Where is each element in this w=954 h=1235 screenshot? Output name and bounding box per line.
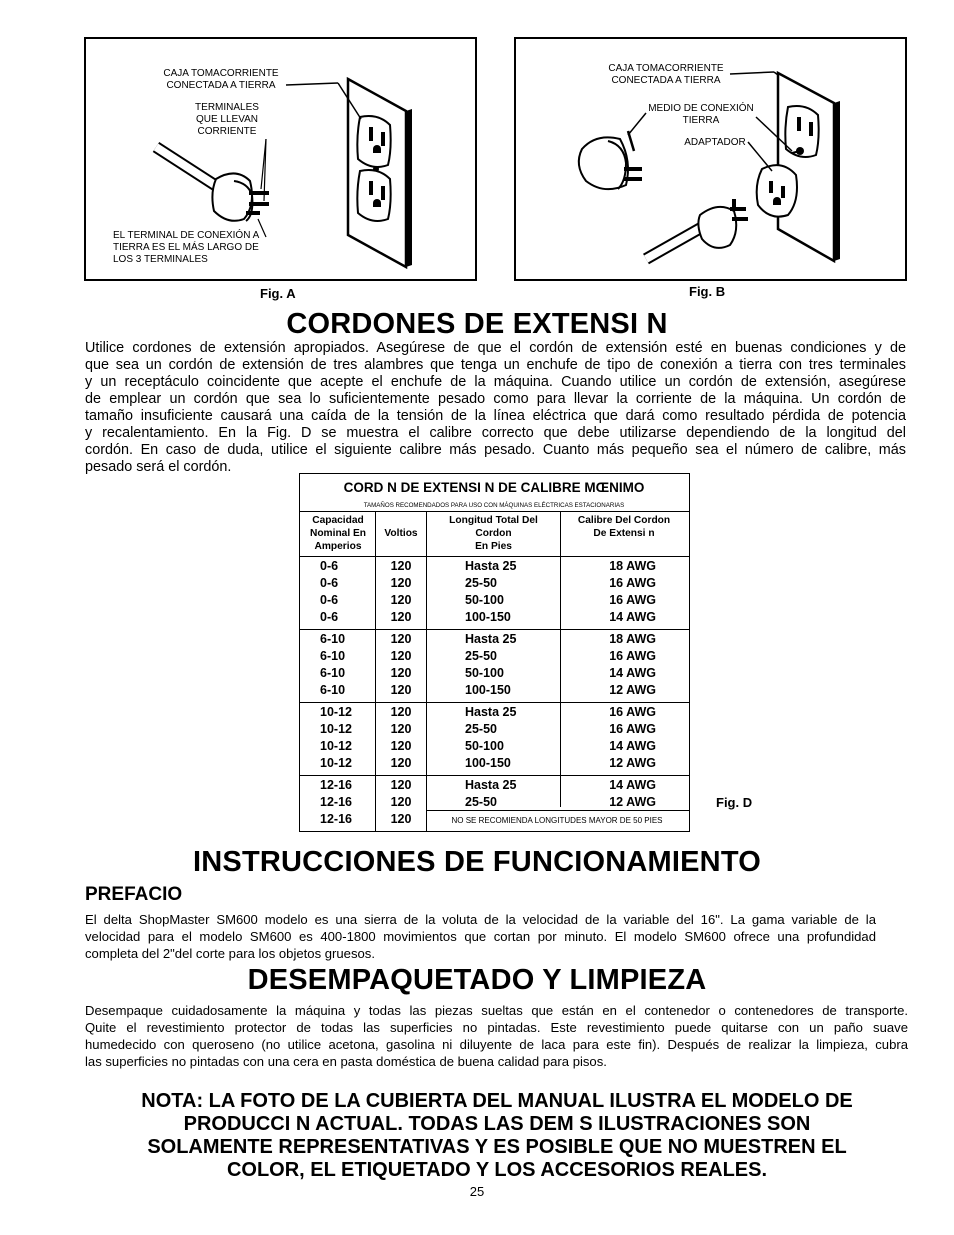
table-cell-length: Hasta 25 (465, 705, 517, 719)
table-cell-length: Hasta 25 (465, 632, 517, 646)
figure-b (514, 37, 907, 281)
table-cell-amps: 6-10 (320, 649, 346, 663)
fig-a-ground-label: EL TERMINAL DE CONEXIÓN A TIERRA ES EL MÁS LARGO DE LOS 3 TERMINALES (113, 230, 260, 265)
fig-b-box-label: CAJA TOMACORRIENTE CONECTADA A TIERRA (608, 63, 724, 86)
header-gauge: Calibre Del Cordon De Extensi n (577, 515, 671, 539)
header-amps: Capacidad Nominal En Amperios (309, 515, 367, 552)
table-cell-length: Hasta 25 (465, 778, 517, 792)
table-subtitle: TAMAÑOS RECOMENDADOS PARA USO CON MÁQUINAS ELÉCTRICAS ESTACIONARIAS (363, 502, 625, 509)
subsection-title-preface: PREFACIO (85, 884, 183, 905)
header-length: Longitud Total Del Cordon En Pies (449, 515, 538, 552)
table-cell-amps: 0-6 (320, 559, 339, 573)
paragraph-line: y recalentamiento. En la Fig. D se muestra el calibre correcto que debe utilizarse dependiendo de la longitud del (85, 425, 906, 441)
table-cell-volts: 120 (390, 705, 412, 719)
table-cell-volts: 120 (390, 756, 412, 770)
paragraph-line: y un receptáculo coincidente que acepte el enchufe de la máquina. Cuando utilice un cordón de extensión, asegúrese (85, 374, 906, 390)
preface-paragraph (85, 911, 876, 962)
table-cell-length: 100-150 (465, 756, 511, 770)
paragraph-line: de emplear un cordón que sea lo suficientemente pesado como para llevar la corriente de la máquina. Un cordón de (85, 391, 906, 407)
paragraph-line: cordón. En caso de duda, utilice el siguiente calibre más pesado. Cuanto más pequeño sea el número de calibre, más (85, 442, 906, 458)
table-cell-volts: 120 (390, 632, 412, 646)
fig-b-caption: Fig. B (689, 284, 726, 299)
table-cell-length: 25-50 (465, 795, 497, 809)
table-cell-length: 50-100 (465, 739, 504, 753)
table-cell-gauge: 16 AWG (609, 722, 656, 736)
paragraph-line: Quite el revestimiento protector de todas las superficies no pintadas. Este revestimiento puede quitarse con un paño suave (85, 1020, 908, 1035)
paragraph-line: Desempaque cuidadosamente la máquina y todas las piezas sueltas que están en el contenedor o contenedores de transporte. (85, 1003, 908, 1018)
table-cell-amps: 0-6 (320, 593, 339, 607)
table-cell-gauge: 18 AWG (609, 632, 656, 646)
note-line: PRODUCCI N ACTUAL. TODAS LAS DEM S ILUSTRACIONES SON (183, 1113, 811, 1135)
table-cell-amps: 10-12 (320, 722, 352, 736)
table-cell-volts: 120 (390, 649, 412, 663)
fig-b-adapter-label: ADAPTADOR (684, 137, 746, 148)
table-cell-gauge: 16 AWG (609, 649, 656, 663)
table-cell-volts: 120 (390, 683, 412, 697)
table-cell-gauge: 16 AWG (609, 593, 656, 607)
table-cell-gauge: 14 AWG (609, 666, 656, 680)
paragraph-line: velocidad para el modelo SM600 es 400-1800 movimientos que cortan por minuto. El modelo SM600 ofrece una profundidad (85, 929, 876, 944)
table-cell-volts: 120 (390, 576, 412, 590)
cover-photo-note (80, 1090, 914, 1182)
extension-cords-paragraph (85, 340, 906, 476)
table-cell-length: Hasta 25 (465, 559, 517, 573)
fig-d-caption: Fig. D (716, 795, 753, 810)
note-line: NOTA: LA FOTO DE LA CUBIERTA DEL MANUAL ILUSTRA EL MODELO DE (141, 1090, 853, 1112)
fig-a-terminals-label: TERMINALES QUE LLEVAN CORRIENTE (195, 102, 259, 137)
table-cell-amps: 12-16 (320, 795, 352, 809)
note-line: SOLAMENTE REPRESENTATIVAS Y ES POSIBLE QUE NO MUESTREN EL (147, 1136, 847, 1158)
table-cell-gauge: 16 AWG (609, 576, 656, 590)
table-cell-amps: 6-10 (320, 666, 346, 680)
fig-a-box-label: CAJA TOMACORRIENTE CONECTADA A TIERRA (163, 68, 279, 91)
table-note: NO SE RECOMIENDA LONGITUDES MAYOR DE 50 PIES (451, 816, 663, 825)
paragraph-line: que sea un cordón de extensión de tres alambres que tenga un enchufe de tipo de conexión a tierra con tres terminales (85, 357, 906, 373)
table-cell-length: 25-50 (465, 649, 497, 663)
table-cell-amps: 12-16 (320, 812, 352, 826)
table-cell-volts: 120 (390, 593, 412, 607)
page-number: 25 (469, 1184, 485, 1199)
paragraph-line: las superficies no pintadas con una cera en pasta doméstica de buena calidad para pisos. (85, 1054, 607, 1069)
paragraph-line: tamaño insuficiente causará una caída de la tensión de la línea eléctrica que dará como resultado pérdida de potencia (85, 408, 906, 424)
table-cell-amps: 6-10 (320, 683, 346, 697)
fig-b-medio-label: MEDIO DE CONEXIÓN TIERRA (648, 103, 754, 126)
table-cell-gauge: 18 AWG (609, 559, 656, 573)
table-cell-amps: 10-12 (320, 705, 352, 719)
table-cell-amps: 10-12 (320, 756, 352, 770)
table-cell-volts: 120 (390, 666, 412, 680)
extension-cord-gauge-table (299, 473, 690, 832)
table-cell-gauge: 14 AWG (609, 739, 656, 753)
table-cell-volts: 120 (390, 778, 412, 792)
paragraph-line: completa del 2"del corte para los objetos gruesos. (85, 946, 375, 961)
table-cell-gauge: 14 AWG (609, 778, 656, 792)
section-title-extension-cords: CORDONES DE EXTENSI N (286, 308, 668, 340)
header-volts: Voltios (384, 528, 418, 539)
table-cell-gauge: 12 AWG (609, 795, 656, 809)
table-cell-gauge: 12 AWG (609, 756, 656, 770)
table-cell-volts: 120 (390, 722, 412, 736)
table-cell-gauge: 14 AWG (609, 610, 656, 624)
paragraph-line: humedecido con queroseno (no utilice acetona, gasolina ni diluyente de laca para este fin). Después de realizar la limpieza, cubra (85, 1037, 908, 1052)
paragraph-line: El delta ShopMaster SM600 modelo es una sierra de la voluta de la velocidad de la variable del 16". La gama variable de la (85, 912, 876, 927)
table-cell-length: 100-150 (465, 683, 511, 697)
table-cell-length: 25-50 (465, 576, 497, 590)
table-cell-volts: 120 (390, 559, 412, 573)
table-cell-volts: 120 (390, 610, 412, 624)
table-cell-length: 25-50 (465, 722, 497, 736)
table-title: CORD N DE EXTENSI N DE CALIBRE MŒNIMO (343, 480, 645, 495)
table-cell-volts: 120 (390, 739, 412, 753)
paragraph-line: Utilice cordones de extensión apropiados. Asegúrese de que el cordón de extensión esté en buenas condiciones y de (85, 340, 906, 356)
table-cell-amps: 10-12 (320, 739, 352, 753)
fig-a-caption: Fig. A (260, 286, 296, 301)
table-cell-amps: 0-6 (320, 610, 339, 624)
table-cell-amps: 6-10 (320, 632, 346, 646)
table-cell-gauge: 12 AWG (609, 683, 656, 697)
section-title-operating-instructions: INSTRUCCIONES DE FUNCIONAMIENTO (193, 846, 761, 878)
table-cell-volts: 120 (390, 795, 412, 809)
section-title-unpacking: DESEMPAQUETADO Y LIMPIEZA (247, 964, 707, 996)
table-cell-length: 100-150 (465, 610, 511, 624)
figure-a (84, 37, 477, 281)
table-cell-amps: 12-16 (320, 778, 352, 792)
paragraph-line: pesado será el cordón. (85, 459, 232, 475)
table-cell-volts: 120 (390, 812, 412, 826)
table-cell-gauge: 16 AWG (609, 705, 656, 719)
table-cell-amps: 0-6 (320, 576, 339, 590)
unpacking-paragraph (85, 1002, 908, 1070)
table-cell-length: 50-100 (465, 666, 504, 680)
note-line: COLOR, EL ETIQUETADO Y LOS ACCESORIOS REALES. (226, 1159, 768, 1181)
table-cell-length: 50-100 (465, 593, 504, 607)
